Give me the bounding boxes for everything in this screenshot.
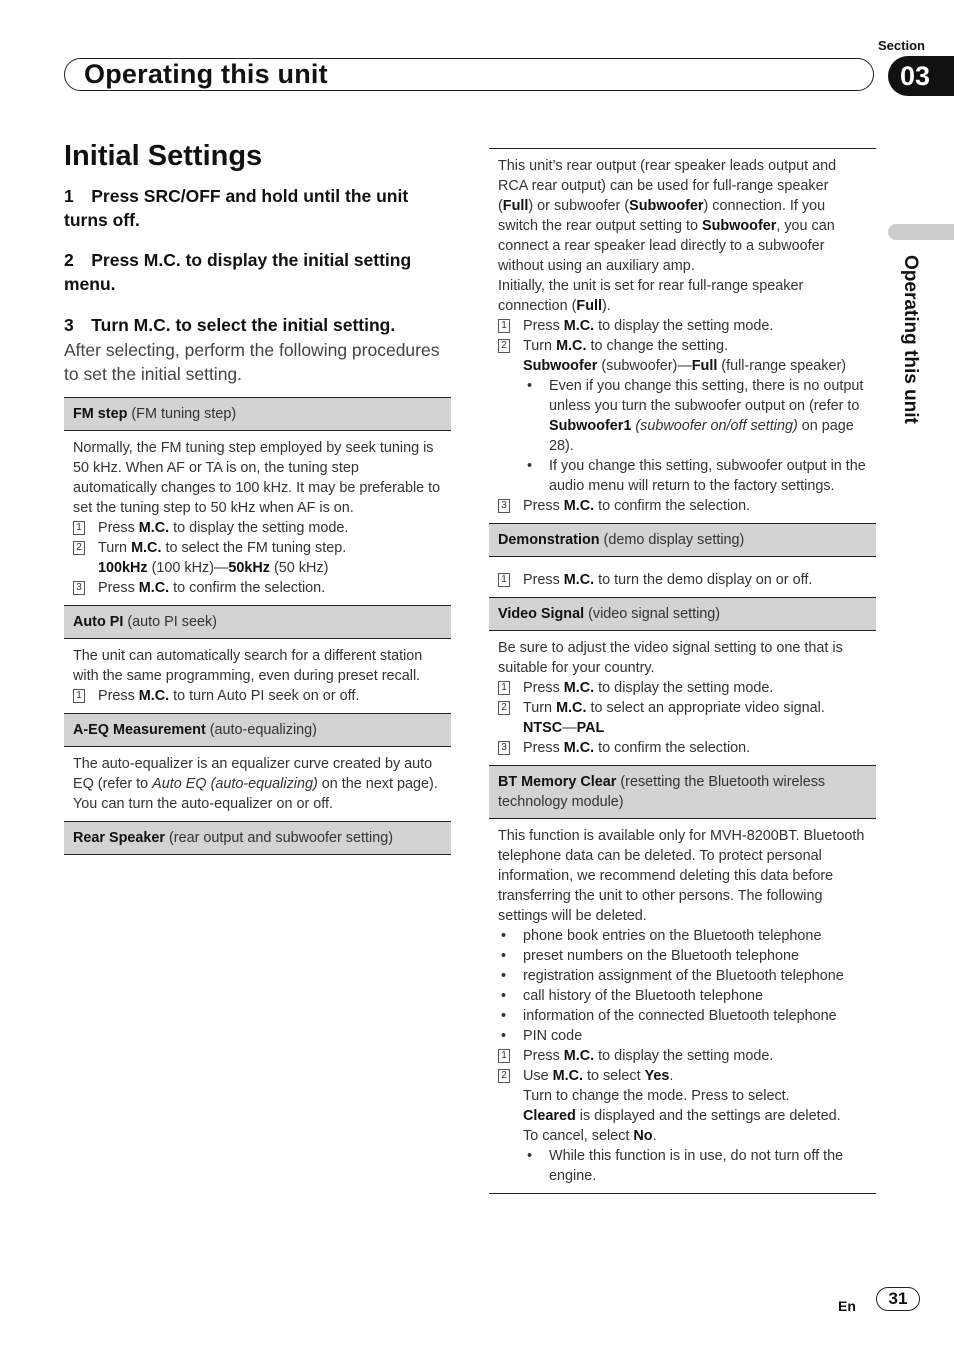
rear-speaker-instr-1: 1 Press M.C. to display the setting mode. [498,316,867,336]
step-1: 1 Press SRC/OFF and hold until the unit turns off. [64,186,409,230]
aeq-text-2: You can turn the auto-equalizer on or off. [73,796,334,812]
rear-speaker-note-1: • Even if you change this setting, there is no output unless you turn the subwoofer output on (refer to Subwoofer1 (subwoofer on/off setting) on page 28). [498,376,867,456]
demo-heading [489,523,876,557]
side-chapter-label: Operating this unit [900,255,921,424]
rear-speaker-heading [64,821,451,855]
rear-speaker-desc: (rear output and subwoofer setting) [169,830,393,846]
fm-step-instr-1: 1 Press M.C. to display the setting mode. [73,518,442,538]
rear-speaker-name: Rear Speaker [73,830,166,846]
language-label: En [838,1298,856,1314]
video-text: Be sure to adjust the video signal setting to one that is suitable for your country. [498,640,843,676]
fm-step-heading [64,397,451,431]
bt-deleted-item: • PIN code [498,1026,867,1046]
bt-turn-note: Turn to change the mode. Press to select. [523,1088,790,1104]
demo-instr-1: 1 Press M.C. to turn the demo display on or off. [498,570,867,590]
bt-deleted-item: • registration assignment of the Bluetooth telephone [498,966,867,986]
bt-deleted-item: • phone book entries on the Bluetooth telephone [498,926,867,946]
chapter-title: Operating this unit [84,59,328,89]
fm-step-options: 100kHz (100 kHz)—50kHz (50 kHz) [98,560,329,576]
demo-desc: (demo display setting) [603,532,745,548]
bt-deleted-item: • information of the connected Bluetooth telephone [498,1006,867,1026]
fm-step-desc: (FM tuning step) [131,406,237,422]
rear-speaker-instr-3: 3 Press M.C. to confirm the selection. [498,496,867,516]
fm-step-name: FM step [73,406,128,422]
demo-body [489,557,876,597]
step-number-2: 2 [73,541,85,555]
bt-engine-warning: • While this function is in use, do not turn off the engine. [498,1146,867,1186]
right-settings-column [489,148,876,1194]
bt-memory-body [489,819,876,1194]
fm-step-instr-2: 2 Turn M.C. to select the FM tuning step. [73,538,442,558]
intro-text: After selecting, perform the following procedures to set the initial setting. [64,340,440,384]
bt-deleted-item: • preset numbers on the Bluetooth telephone [498,946,867,966]
section-number-badge: 03 [888,56,954,96]
rear-speaker-note-2: • If you change this setting, subwoofer output in the audio menu will return to the factory settings. [498,456,867,496]
video-name: Video Signal [498,606,585,622]
aeq-name: A-EQ Measurement [73,722,206,738]
auto-pi-name: Auto PI [73,614,124,630]
step-number-3: 3 [73,581,85,595]
video-heading [489,597,876,631]
auto-pi-desc: (auto PI seek) [127,614,217,630]
aeq-cross-reference: Auto EQ (auto-equalizing) [152,776,318,792]
video-instr-1: 1 Press M.C. to display the setting mode. [498,678,867,698]
rear-speaker-options: Subwoofer (subwoofer)—Full (full-range speaker) [523,358,847,374]
step-2: 2 Press M.C. to display the initial setting menu. [64,250,412,294]
page-number: 31 [876,1287,920,1311]
rear-speaker-text-1: This unit’s rear output (rear speaker leads output and RCA rear output) can be used for full-range speaker (Full) or subwoofer (Subwoofer) connection. If you switch the rear output setting to Subwoofer, you can connect a rear speaker lead directly to a subwoofer without using an auxiliary amp. [498,158,837,274]
rear-speaker-instr-2: 2 Turn M.C. to change the setting. [498,336,867,356]
step-3: 3 Turn M.C. to select the initial setting. [64,315,396,335]
aeq-text-1: The auto-equalizer is an equalizer curve created by auto EQ (refer to Auto EQ (auto-equalizing) on the next page). [73,756,438,792]
video-body [489,631,876,765]
side-tab-marker [888,224,954,240]
page-title: Initial Settings [64,140,263,172]
bt-deleted-item: • call history of the Bluetooth telephone [498,986,867,1006]
bt-instr-2: 2 Use M.C. to select Yes. [498,1066,867,1086]
video-instr-3: 3 Press M.C. to confirm the selection. [498,738,867,758]
aeq-desc: (auto-equalizing) [209,722,317,738]
section-label: Section [878,38,925,53]
bt-memory-text: This function is available only for MVH-8200BT. Bluetooth telephone data can be deleted. To protect personal information, we recommend deleting this data before transferring the unit to other persons. The following settings will be deleted. [498,828,865,924]
fm-step-text: Normally, the FM tuning step employed by seek tuning is 50 kHz. When AF or TA is on, the tuning step automatically changes to 100 kHz. It may be preferable to set the tuning step to 50 kHz when AF is on. [73,440,441,516]
bt-instr-1: 1 Press M.C. to display the setting mode. [498,1046,867,1066]
bt-memory-name: BT Memory Clear [498,774,617,790]
video-options: NTSC—PAL [523,720,605,736]
auto-pi-text: The unit can automatically search for a different station with the same programming, even during preset recall. [73,648,423,684]
auto-pi-instr-1: 1 Press M.C. to turn Auto PI seek on or off. [73,686,442,706]
aeq-body [64,747,451,821]
step-number-1: 1 [73,521,85,535]
auto-pi-heading [64,605,451,639]
bt-cleared-note: Cleared is displayed and the settings are deleted. [523,1108,841,1124]
fm-step-instr-3: 3 Press M.C. to confirm the selection. [73,578,442,598]
video-desc: (video signal setting) [588,606,721,622]
fm-step-body [64,431,451,605]
rear-speaker-text-2: Initially, the unit is set for rear full-range speaker connection (Full). [498,278,804,314]
left-settings-column [64,397,451,855]
bt-memory-heading [489,765,876,819]
video-instr-2: 2 Turn M.C. to select an appropriate video signal. [498,698,867,718]
demo-name: Demonstration [498,532,600,548]
bt-memory-desc: (resetting the Bluetooth wireless technology module) [498,774,826,810]
auto-pi-body [64,639,451,713]
aeq-heading [64,713,451,747]
bt-cancel-note: To cancel, select No. [523,1128,657,1144]
rear-speaker-body [489,148,876,523]
